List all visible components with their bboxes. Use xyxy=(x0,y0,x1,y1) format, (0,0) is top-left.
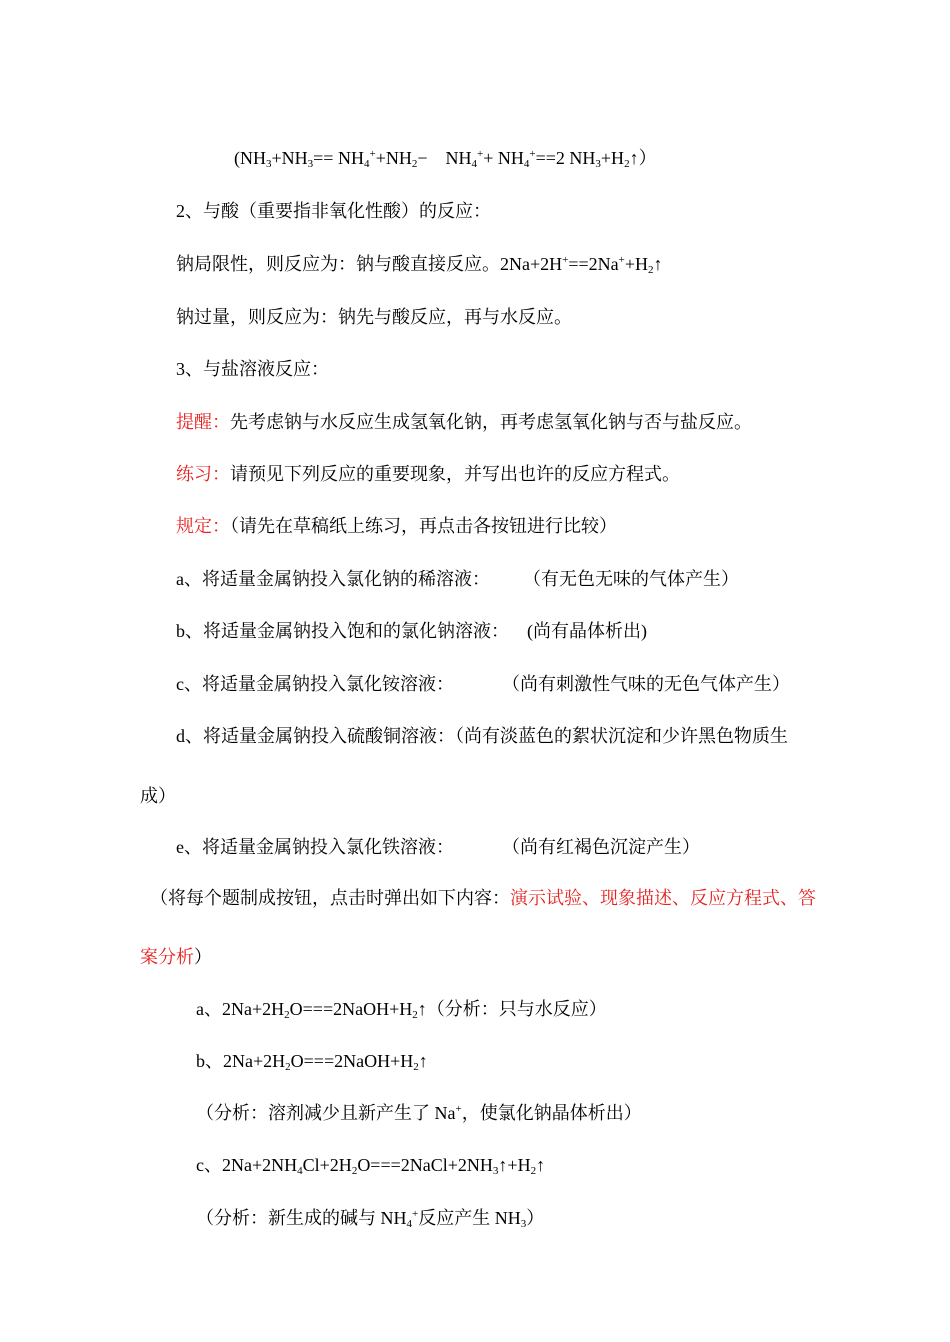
answer-text: (尚有晶体析出) xyxy=(527,621,647,641)
reminder-label: 提醒： xyxy=(176,412,230,432)
text-run: + NH xyxy=(483,148,524,168)
text-run: ，使氯化钠晶体析出） xyxy=(461,1103,642,1123)
answer-text: （尚有红褐色沉淀产生） xyxy=(502,837,700,857)
subscript: 2 xyxy=(413,1061,419,1073)
text-run: c、2Na+2NH xyxy=(196,1155,298,1175)
question-text: c、将适量金属钠投入氯化铵溶液： xyxy=(176,674,454,694)
text-run: ↑） xyxy=(629,148,657,168)
paragraph-sodium-excess: 钠过量，则反应为：钠先与酸反应，再与水反应。 xyxy=(176,307,572,327)
question-a xyxy=(176,567,739,591)
subscript: 3 xyxy=(266,158,272,170)
requirement-label: 规定： xyxy=(176,516,230,536)
answer-b-equation xyxy=(196,1049,428,1073)
text-run: O===2NaOH+H xyxy=(289,999,413,1019)
text-run: ） xyxy=(194,947,212,967)
text-run: Cl+2H xyxy=(302,1155,352,1175)
question-text: e、将适量金属钠投入氯化铁溶液： xyxy=(176,837,454,857)
superscript: + xyxy=(369,148,376,160)
answer-c-equation xyxy=(196,1153,545,1177)
text-run: b、2Na+2H xyxy=(196,1051,286,1071)
text-run: （分析：溶剂减少且新产生了 Na xyxy=(196,1103,456,1123)
text-run: 反应产生 NH xyxy=(418,1208,521,1228)
subscript: 4 xyxy=(363,158,370,170)
heading-reaction-with-salt: 3、与盐溶液反应： xyxy=(176,359,329,379)
equation-ammonia-ionization xyxy=(234,146,657,170)
text-run: +H xyxy=(624,254,649,274)
question-d-continued: 成） xyxy=(140,786,176,806)
text-run: ↑ xyxy=(653,254,663,274)
subscript: 2 xyxy=(285,1061,291,1073)
text-run: O===2NaCl+2NH xyxy=(357,1155,493,1175)
text-run: 请预见下列反应的重要现象，并写出也许的反应方程式。 xyxy=(230,464,680,484)
question-e xyxy=(176,835,700,859)
subscript: 2 xyxy=(624,158,630,170)
subscript: 4 xyxy=(471,158,477,170)
text-run: +NH xyxy=(375,148,412,168)
text-run: ↑ xyxy=(536,1155,546,1175)
answer-text: （尚有刺激性气味的无色气体产生） xyxy=(502,674,790,694)
question-text: b、将适量金属钠投入饱和的氯化钠溶液： xyxy=(176,621,509,641)
subscript: 4 xyxy=(406,1218,412,1230)
superscript: + xyxy=(562,254,569,266)
paragraph-reminder xyxy=(176,410,752,434)
text-run: ==2 NH xyxy=(535,148,596,168)
superscript: + xyxy=(477,148,484,160)
text-run: == NH xyxy=(313,148,364,168)
highlighted-text: 案分析 xyxy=(140,947,194,967)
text-run: a、2Na+2H xyxy=(196,999,285,1019)
question-text: a、将适量金属钠投入氯化钠的稀溶液： xyxy=(176,569,490,589)
answer-a-equation xyxy=(196,997,607,1021)
superscript: + xyxy=(618,254,625,266)
subscript: 2 xyxy=(530,1165,537,1177)
question-d: d、将适量金属钠投入硫酸铜溶液：（尚有淡蓝色的絮状沉淀和少许黑色物质生 xyxy=(176,726,788,746)
text-run: ↑（分析：只与水反应） xyxy=(417,999,607,1019)
paragraph-sodium-limited xyxy=(176,252,663,276)
text-run: （请先在草稿纸上练习，再点击各按钮进行比较） xyxy=(230,516,617,536)
text-run: ） xyxy=(526,1208,545,1228)
answer-b-analysis xyxy=(196,1101,642,1125)
paragraph-requirement xyxy=(176,514,617,538)
subscript: 4 xyxy=(297,1165,303,1177)
question-b xyxy=(176,619,647,643)
superscript: + xyxy=(529,148,536,160)
question-c xyxy=(176,672,790,696)
subscript: 4 xyxy=(523,158,530,170)
subscript: 3 xyxy=(520,1218,527,1230)
subscript: 3 xyxy=(307,158,314,170)
subscript: 2 xyxy=(648,264,654,276)
text-run: ↑+H xyxy=(498,1155,531,1175)
subscript: 3 xyxy=(492,1165,499,1177)
heading-reaction-with-acid: 2、与酸（重要指非氧化性酸）的反应： xyxy=(176,201,491,221)
text-run: +NH xyxy=(271,148,308,168)
answer-text: （有无色无味的气体产生） xyxy=(523,569,739,589)
note-button-instruction-continued xyxy=(140,945,212,969)
highlighted-text: 演示试验、现象描述、反应方程式、答 xyxy=(510,888,816,908)
text-run: （将每个题制成按钮，点击时弹出如下内容： xyxy=(150,888,510,908)
text-run: +H xyxy=(600,148,625,168)
superscript: + xyxy=(412,1208,419,1220)
paragraph-exercise xyxy=(176,462,680,486)
text-run: (NH xyxy=(234,148,266,168)
text-run: ==2Na xyxy=(568,254,619,274)
text-run: O===2NaOH+H xyxy=(290,1051,414,1071)
superscript: + xyxy=(455,1103,462,1115)
text-run: 钠局限性，则反应为：钠与酸直接反应。2Na+2H xyxy=(176,254,563,274)
text-run: 先考虑钠与水反应生成氢氧化钠，再考虑氢氧化钠与否与盐反应。 xyxy=(230,412,752,432)
subscript: 2 xyxy=(411,158,418,170)
exercise-label: 练习： xyxy=(176,464,230,484)
note-button-instruction xyxy=(150,886,816,910)
subscript: 2 xyxy=(351,1165,358,1177)
subscript: 2 xyxy=(412,1009,418,1021)
text-run: ↑ xyxy=(418,1051,428,1071)
subscript: 2 xyxy=(284,1009,290,1021)
text-run: − NH xyxy=(417,148,472,168)
subscript: 3 xyxy=(595,158,601,170)
answer-c-analysis xyxy=(196,1206,544,1230)
text-run: （分析：新生成的碱与 NH xyxy=(196,1208,407,1228)
